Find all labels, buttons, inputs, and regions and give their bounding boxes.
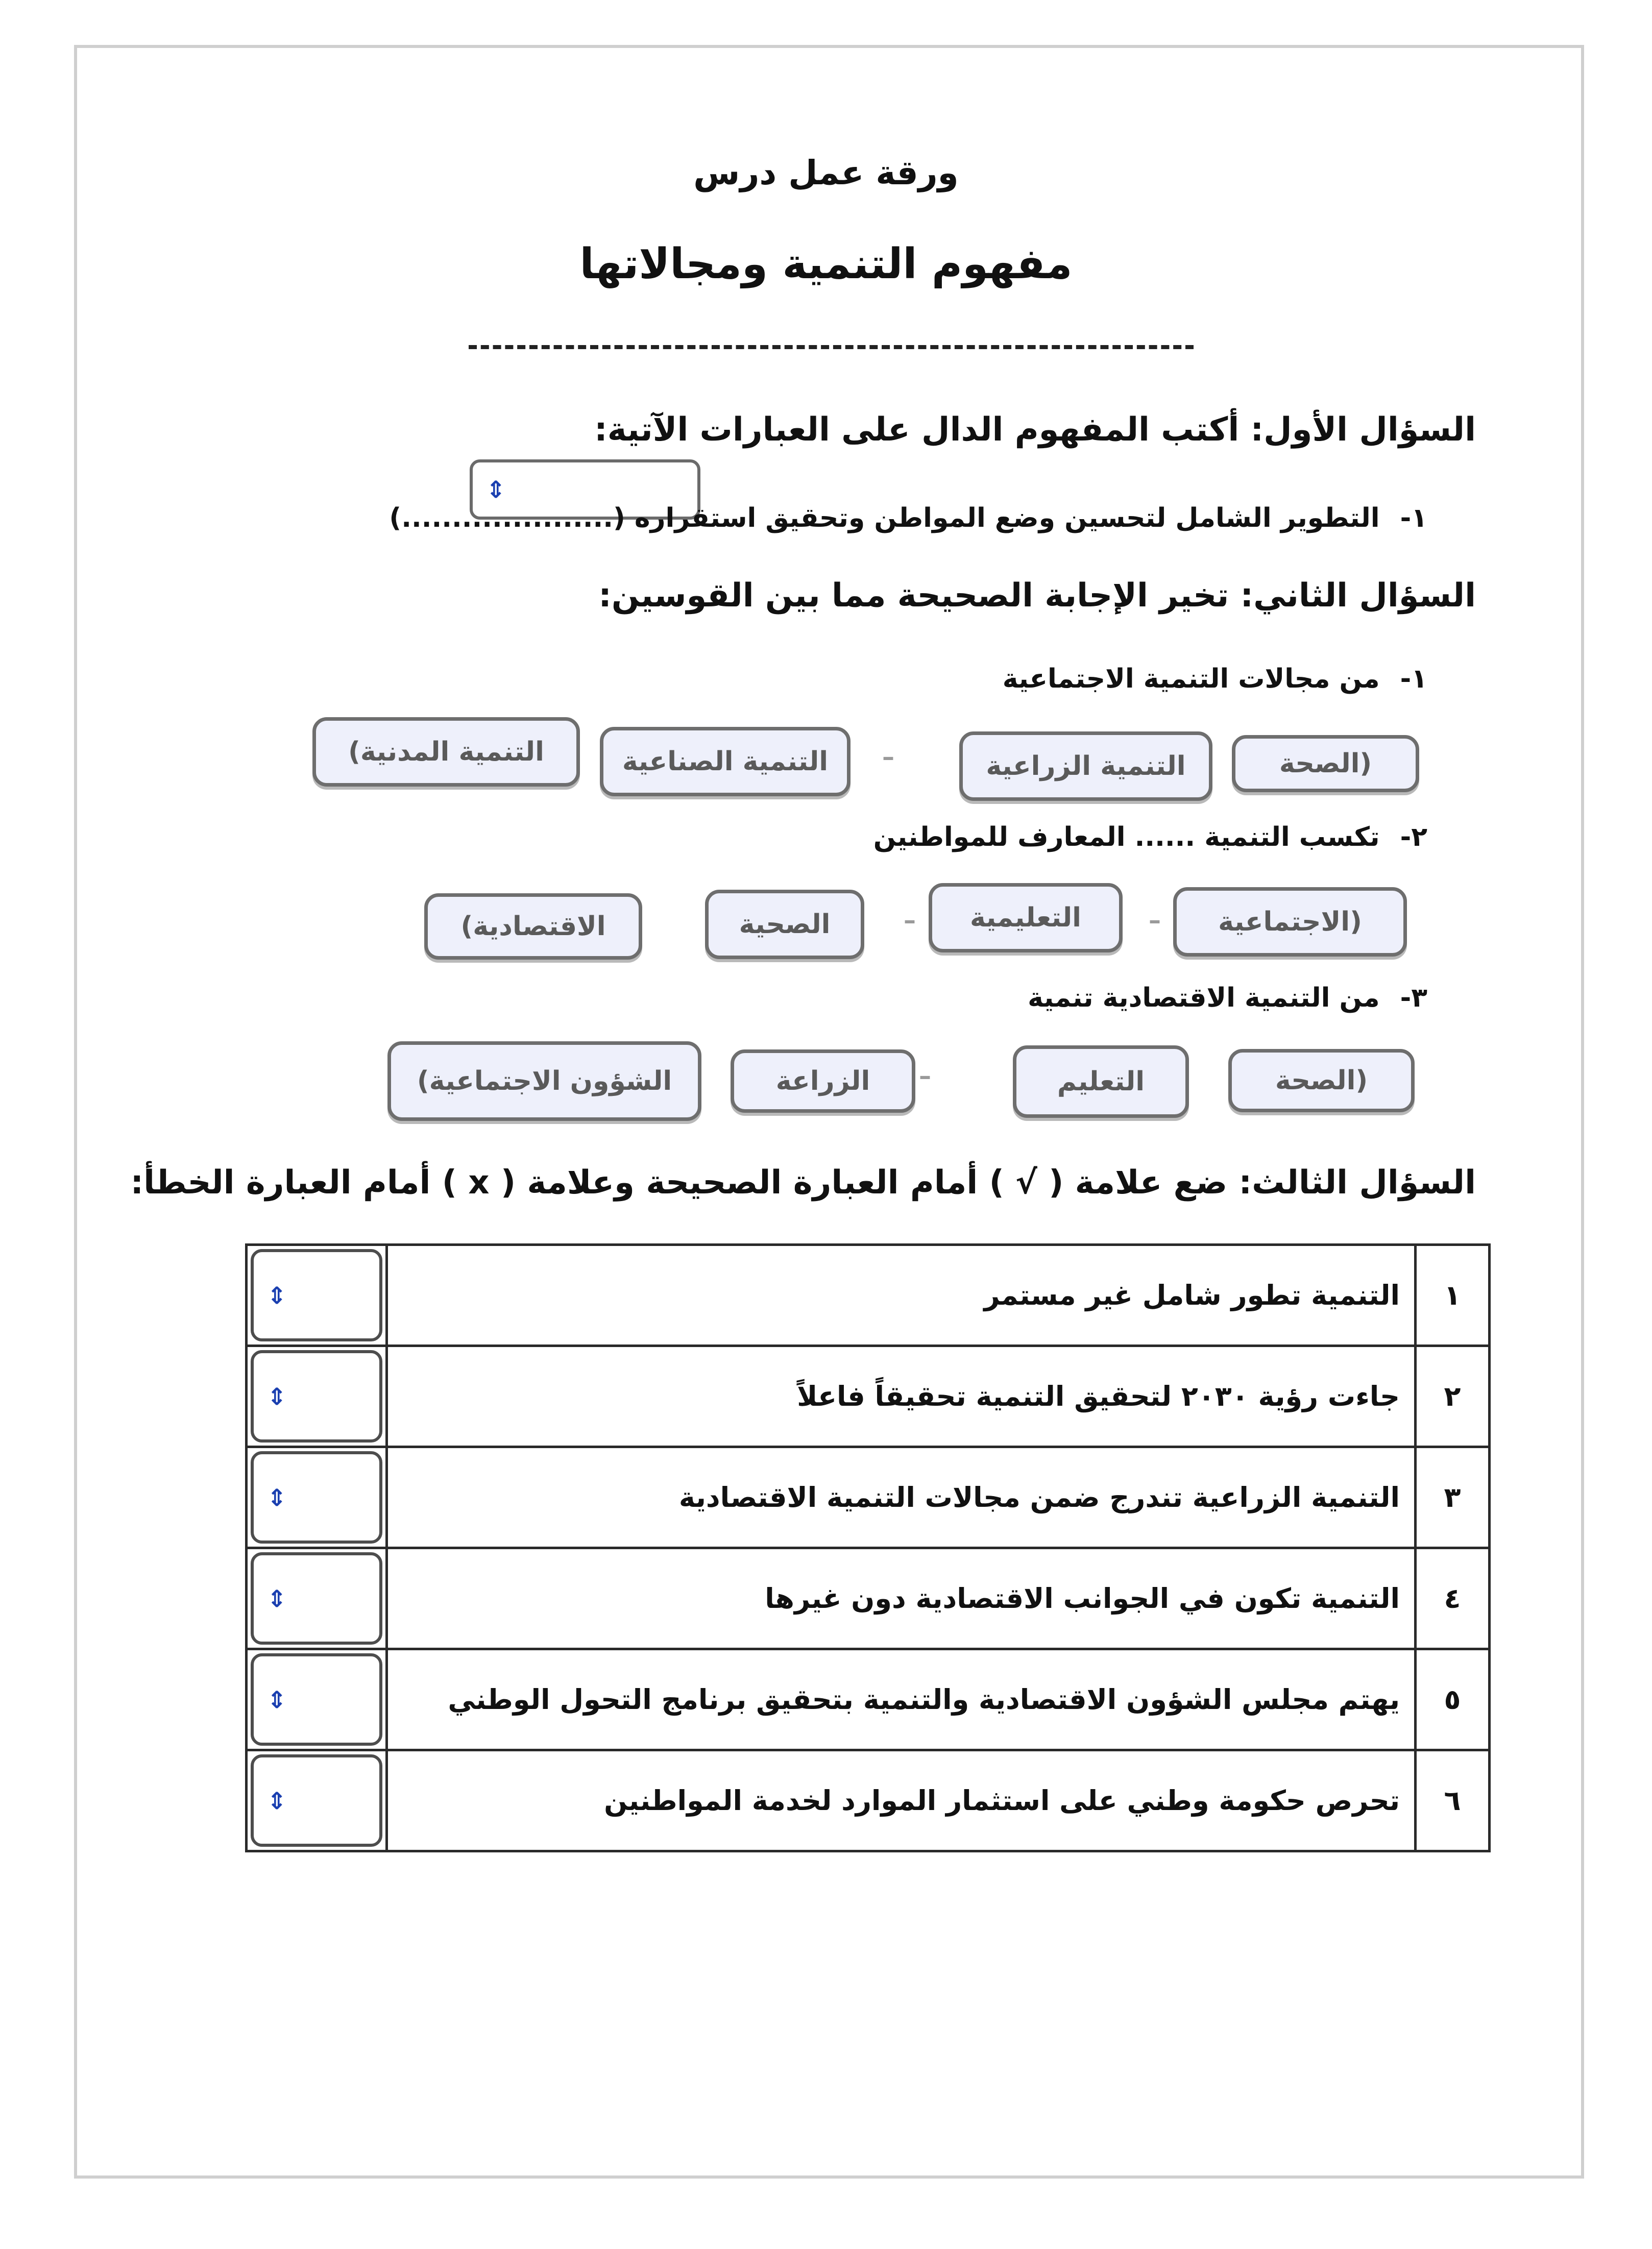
row-statement: جاءت رؤية ٢٠٣٠ لتحقيق التنمية تحقيقاً فاعلاً xyxy=(387,1346,1416,1447)
worksheet-subtitle: ورقة عمل درس xyxy=(693,153,959,192)
updown-chevron-icon: ⇕ xyxy=(267,1382,287,1410)
row-number: ٣ xyxy=(1416,1447,1490,1548)
row-statement: يهتم مجلس الشؤون الاقتصادية والتنمية بتحقيق برنامج التحول الوطني xyxy=(387,1649,1416,1750)
q2-2-option-4[interactable]: الاقتصادية) xyxy=(424,893,642,960)
row-number: ٢ xyxy=(1416,1346,1490,1447)
q2-3-option-4[interactable]: الشؤون الاجتماعية) xyxy=(387,1041,701,1121)
q2-3-option-3[interactable]: الزراعة xyxy=(731,1049,915,1113)
row-number: ١ xyxy=(1416,1245,1490,1346)
answer-select[interactable] xyxy=(251,1552,382,1645)
row-answer-cell xyxy=(247,1245,387,1346)
table-row xyxy=(247,1245,1490,1346)
answer-select[interactable] xyxy=(251,1754,382,1847)
q1-item-1 xyxy=(389,503,1427,533)
true-false-table xyxy=(245,1243,1491,1852)
row-statement: التنمية تكون في الجوانب الاقتصادية دون غيرها xyxy=(387,1548,1416,1649)
table-row xyxy=(247,1750,1490,1851)
row-number: ٤ xyxy=(1416,1548,1490,1649)
updown-chevron-icon: ⇕ xyxy=(267,1584,287,1612)
q2-3-option-2[interactable]: التعليم xyxy=(1013,1045,1189,1118)
table-row xyxy=(247,1649,1490,1750)
row-statement: التنمية تطور شامل غير مستمر xyxy=(387,1245,1416,1346)
q2-item-2-text: تكسب التنمية ...... المعارف للمواطنين xyxy=(873,822,1380,852)
q2-item-3-text: من التنمية الاقتصادية تنمية xyxy=(1028,983,1380,1013)
row-answer-cell xyxy=(247,1548,387,1649)
dashed-divider xyxy=(469,345,1194,349)
answer-select[interactable] xyxy=(251,1451,382,1544)
row-statement: تحرص حكومة وطني على استثمار الموارد لخدمة المواطنين xyxy=(387,1750,1416,1851)
q2-item-2-number: ٢- xyxy=(1400,822,1427,852)
table-row xyxy=(247,1447,1490,1548)
answer-select[interactable] xyxy=(251,1249,382,1341)
q2-1-option-2[interactable]: التنمية الزراعية xyxy=(959,731,1212,801)
q1-item-1-number: ١- xyxy=(1400,503,1427,533)
updown-chevron-icon: ⇕ xyxy=(267,1281,287,1309)
updown-chevron-icon: ⇕ xyxy=(267,1787,287,1815)
q2-1-option-3[interactable]: التنمية الصناعية xyxy=(600,727,851,796)
table-row xyxy=(247,1548,1490,1649)
question-3-heading: السؤال الثالث: ضع علامة ( √ ) أمام العبارة الصحيحة وعلامة ( x ) أمام العبارة الخطأ: xyxy=(130,1164,1476,1202)
updown-chevron-icon: ⇕ xyxy=(267,1685,287,1714)
q1-item-1-text: التطوير الشامل لتحسين وضع المواطن وتحقيق استقراره (.....................) xyxy=(389,503,1380,533)
row-statement: التنمية الزراعية تندرج ضمن مجالات التنمية الاقتصادية xyxy=(387,1447,1416,1548)
row-number: ٦ xyxy=(1416,1750,1490,1851)
table-row xyxy=(247,1346,1490,1447)
q2-2-option-2[interactable]: التعليمية xyxy=(929,883,1123,952)
row-number: ٥ xyxy=(1416,1649,1490,1750)
q2-1-option-1[interactable]: (الصحة xyxy=(1232,735,1419,792)
row-answer-cell xyxy=(247,1649,387,1750)
q2-2-option-1[interactable]: (الاجتماعية xyxy=(1173,887,1407,957)
q2-item-1 xyxy=(1003,664,1427,694)
answer-select[interactable] xyxy=(251,1653,382,1746)
q2-item-3-number: ٣- xyxy=(1400,983,1427,1013)
question-1-heading: السؤال الأول: أكتب المفهوم الدال على العبارات الآتية: xyxy=(594,411,1476,449)
answer-select[interactable] xyxy=(251,1350,382,1443)
row-answer-cell xyxy=(247,1346,387,1447)
q2-2-separator-1: – xyxy=(1149,906,1161,935)
q2-item-2 xyxy=(873,822,1427,852)
q2-item-3 xyxy=(1028,983,1427,1013)
q2-item-1-number: ١- xyxy=(1400,664,1427,694)
q2-2-option-3[interactable]: الصحية xyxy=(705,890,864,959)
q2-2-separator-2: – xyxy=(904,906,916,935)
q2-3-option-1[interactable]: (الصحة xyxy=(1228,1049,1415,1112)
updown-chevron-icon: ⇕ xyxy=(486,476,506,503)
question-2-heading: السؤال الثاني: تخير الإجابة الصحيحة مما بين القوسين: xyxy=(598,577,1476,615)
row-answer-cell xyxy=(247,1447,387,1548)
updown-chevron-icon: ⇕ xyxy=(267,1483,287,1511)
q2-1-separator: – xyxy=(882,743,894,771)
q2-item-1-text: من مجالات التنمية الاجتماعية xyxy=(1002,664,1380,694)
page-title: مفهوم التنمية ومجالاتها xyxy=(579,240,1073,288)
q2-1-option-4[interactable]: التنمية المدنية) xyxy=(312,717,580,787)
q2-3-separator: – xyxy=(919,1062,931,1090)
row-answer-cell xyxy=(247,1750,387,1851)
